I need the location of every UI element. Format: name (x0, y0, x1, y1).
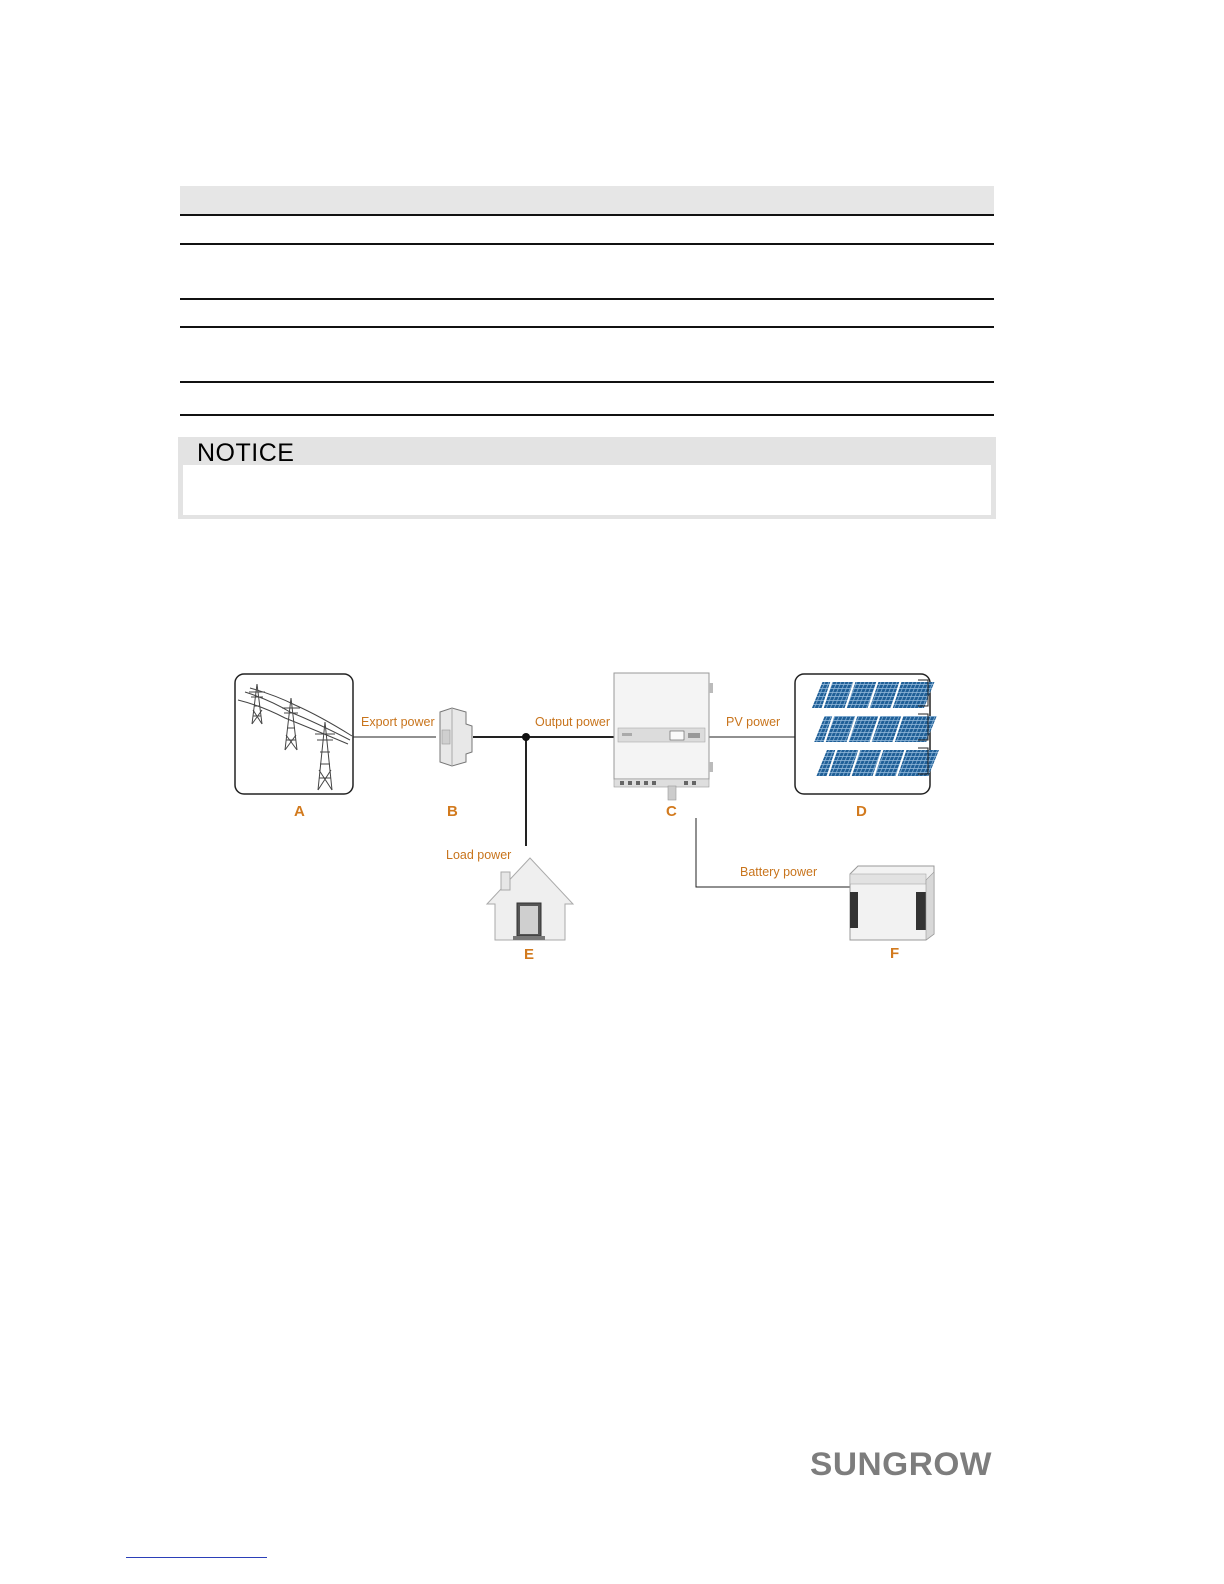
component-letter: C (666, 803, 677, 820)
load-power-label: Load power (446, 848, 512, 862)
pv-power-label: PV power (726, 715, 781, 729)
power-grid-icon (235, 674, 353, 794)
component-letter: D (856, 803, 867, 820)
output-power-label: Output power (535, 715, 611, 729)
house-load-icon (487, 858, 573, 940)
export-power-label: Export power (361, 715, 435, 729)
component-letter: F (890, 945, 900, 962)
pv-array-icon (784, 674, 966, 794)
notice-title: NOTICE (197, 439, 295, 467)
junction-node (522, 733, 530, 741)
component-letter: B (447, 803, 458, 820)
sungrow-logo (810, 1448, 994, 1480)
battery-power-label: Battery power (740, 865, 818, 879)
component-letter: A (294, 803, 305, 820)
footer-link-underline[interactable] (126, 1557, 267, 1558)
energy-meter-icon (440, 708, 472, 766)
component-letter: E (524, 946, 535, 963)
svg-text:SUNGROW: SUNGROW (810, 1448, 993, 1480)
hybrid-inverter-icon (614, 673, 713, 800)
battery-icon (850, 866, 934, 940)
